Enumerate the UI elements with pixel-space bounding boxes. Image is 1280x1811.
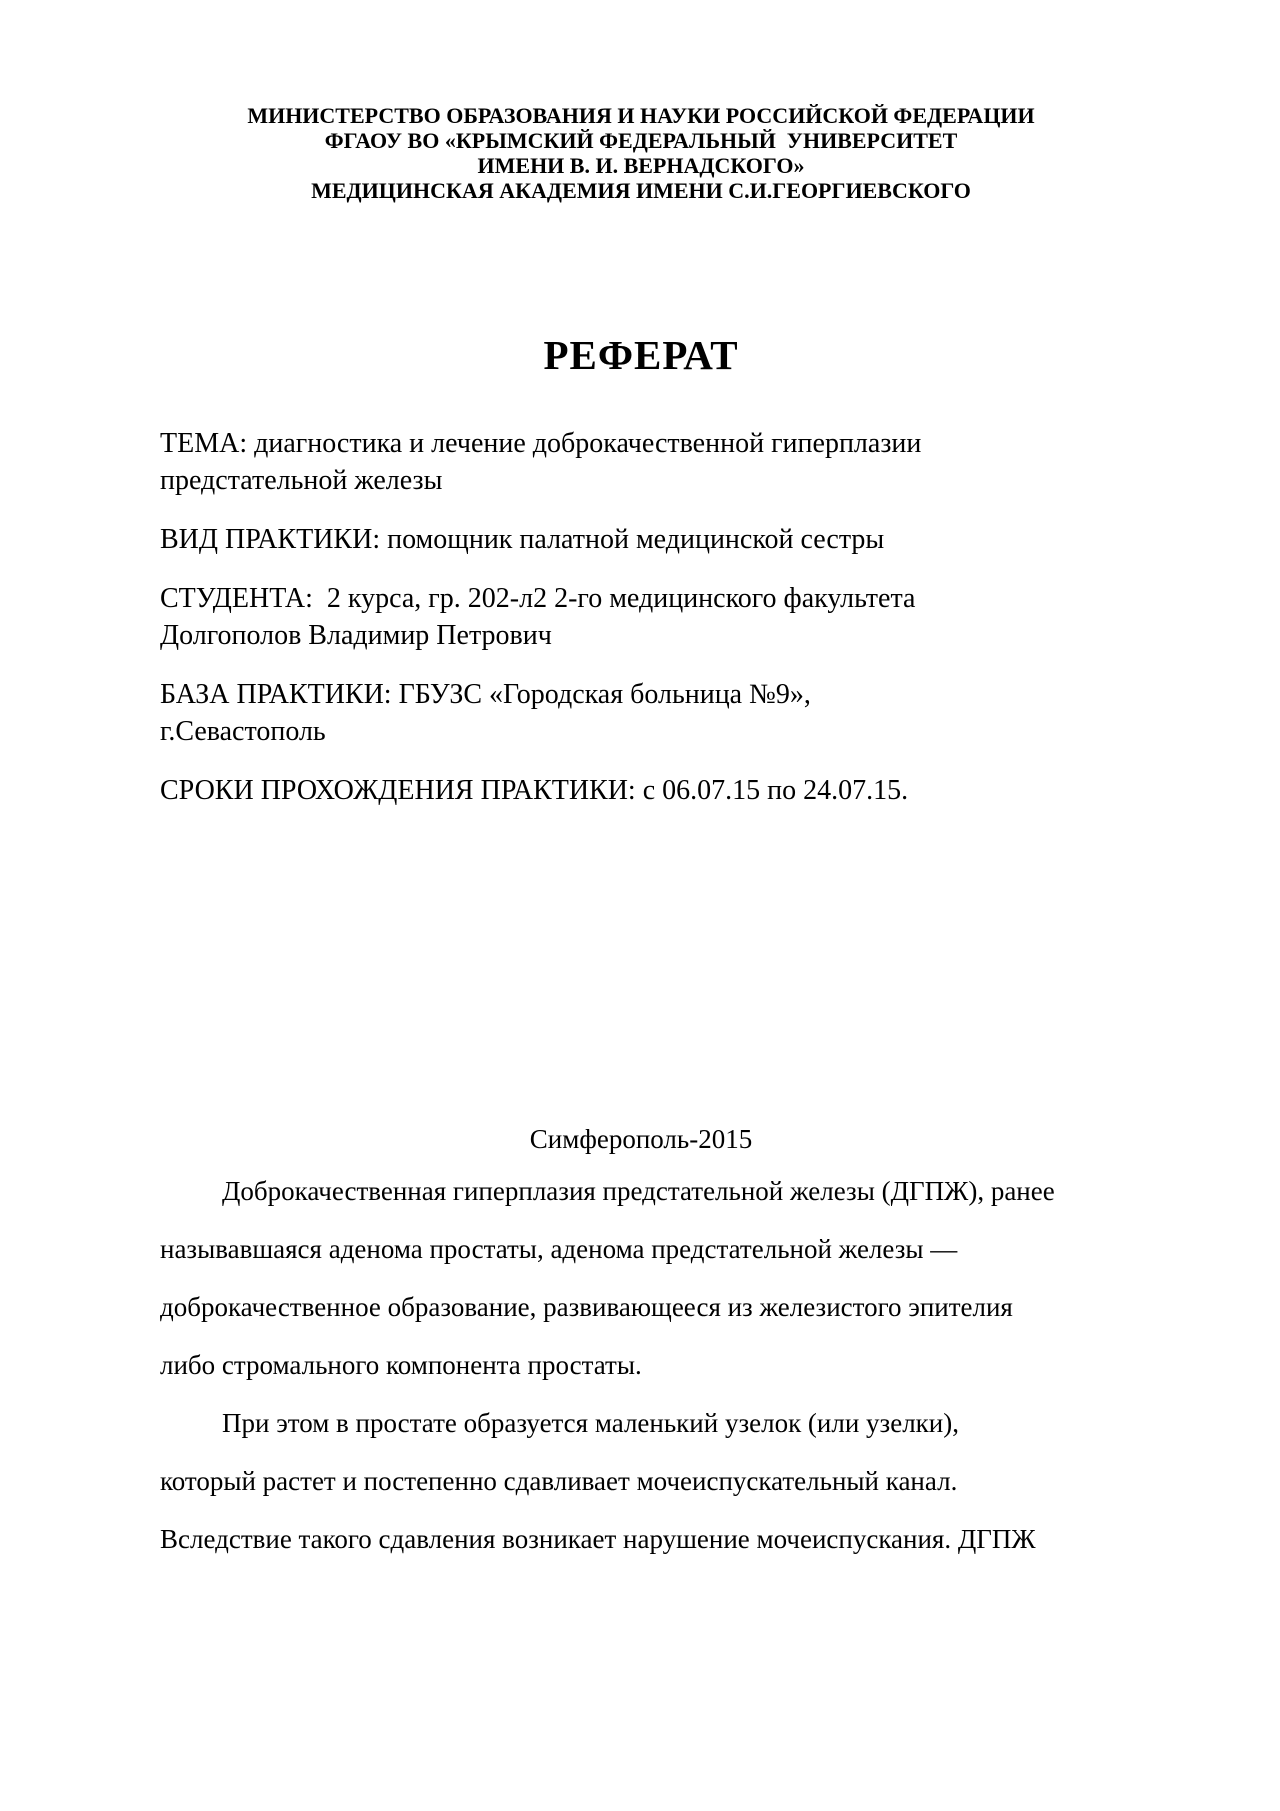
paragraph-1-line-3: доброкачественное образование, развивающееся из железистого эпителия xyxy=(160,1292,1013,1322)
paragraph-2-line-2: который растет и постепенно сдавливает мочеиспускательный канал. xyxy=(160,1466,958,1496)
paragraph-2-line-1: При этом в простате образуется маленький узелок (или узелки), xyxy=(222,1408,959,1438)
field-vid-praktiki xyxy=(160,521,1122,558)
header-line-university: ФГАОУ ВО «КРЫМСКИЙ ФЕДЕРАЛЬНЫЙ УНИВЕРСИТЕТ xyxy=(324,128,958,153)
paragraph-1-line-1: Доброкачественная гиперплазия предстательной железы (ДГПЖ), ранее xyxy=(222,1176,1055,1206)
field-studenta xyxy=(160,580,1122,654)
paragraph-nodule-description xyxy=(160,1394,1122,1568)
paragraph-1-line-2: называвшаяся аденома простаты, аденома предстательной железы — xyxy=(160,1234,958,1264)
field-studenta-line-1: СТУДЕНТА: 2 курса, гр. 202-л2 2-го медицинского факультета xyxy=(160,583,916,614)
header-line-vernadsky: ИМЕНИ В. И. ВЕРНАДСКОГО» xyxy=(477,153,805,178)
paragraph-2-line-3: Вследствие такого сдавления возникает нарушение мочеиспускания. ДГПЖ xyxy=(160,1524,1036,1554)
field-baza-praktiki-line-1: БАЗА ПРАКТИКИ: ГБУЗС «Городская больница №9», xyxy=(160,679,811,710)
header-line-academy: МЕДИЦИНСКАЯ АКАДЕМИЯ ИМЕНИ С.И.ГЕОРГИЕВСКОГО xyxy=(311,178,971,203)
field-studenta-line-2: Долгополов Владимир Петрович xyxy=(160,620,552,651)
body-text-section xyxy=(160,1162,1122,1568)
field-tema xyxy=(160,425,1122,499)
paragraph-1-line-4: либо стромального компонента простаты. xyxy=(160,1350,642,1380)
fields-section xyxy=(160,425,1122,809)
field-sroki-line-1: СРОКИ ПРОХОЖДЕНИЯ ПРАКТИКИ: с 06.07.15 по 24.07.15. xyxy=(160,775,909,806)
field-sroki xyxy=(160,772,1122,809)
field-tema-line-1: ТЕМА: диагностика и лечение доброкачественной гиперплазии xyxy=(160,428,922,459)
field-baza-praktiki xyxy=(160,676,1122,750)
ministry-header xyxy=(160,103,1122,203)
field-vid-praktiki-line-1: ВИД ПРАКТИКИ: помощник палатной медицинской сестры xyxy=(160,524,885,555)
header-line-ministry: МИНИСТЕРСТВО ОБРАЗОВАНИЯ И НАУКИ РОССИЙСКОЙ ФЕДЕРАЦИИ xyxy=(247,103,1035,128)
field-baza-praktiki-line-2: г.Севастополь xyxy=(160,716,326,747)
document-title: РЕФЕРАТ xyxy=(543,332,739,378)
paragraph-dgpzh-definition xyxy=(160,1162,1122,1394)
city-year: Симферополь-2015 xyxy=(529,1124,753,1154)
field-tema-line-2: предстательной железы xyxy=(160,465,443,496)
